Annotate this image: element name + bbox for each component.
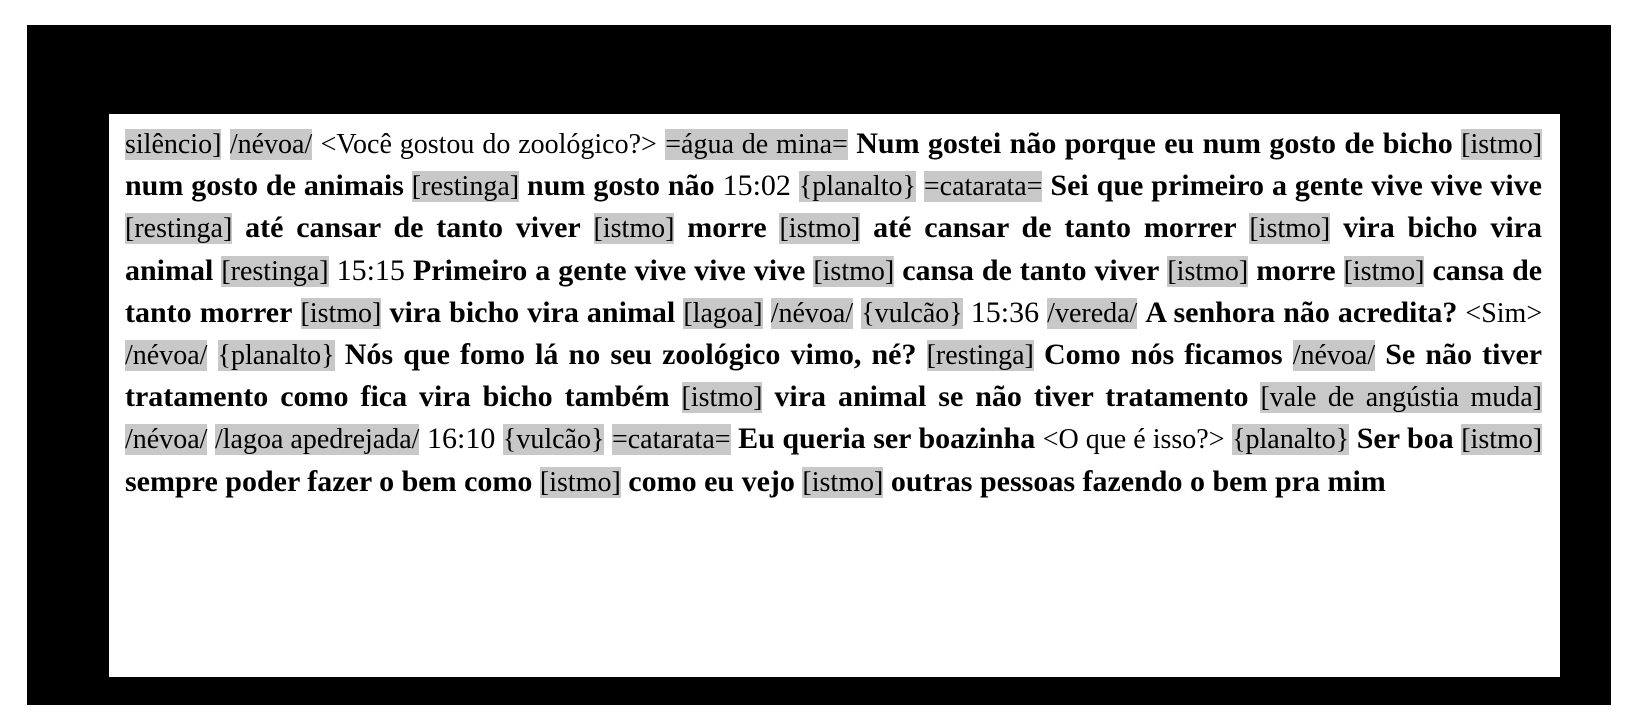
speech-text: Ser boa	[1356, 422, 1454, 456]
speech-text: A senhora não acredita?	[1145, 295, 1458, 329]
speech-text: Sei que primeiro a gente vive vive vive	[1050, 169, 1542, 203]
speech-text: sempre poder fazer o bem como	[125, 464, 533, 498]
speech-text: vira bicho vira animal	[125, 211, 1543, 287]
annotation-marker: {planalto}	[1232, 424, 1350, 456]
speech-text: até cansar de tanto morrer	[873, 211, 1237, 245]
annotation-marker: [istmo]	[802, 466, 884, 498]
annotation-marker: =catarata=	[611, 424, 731, 456]
speech-text: vira animal se não tiver tratamento	[774, 380, 1249, 414]
annotation-marker: {planalto}	[798, 171, 916, 203]
speech-text: Como nós ficamos	[1044, 338, 1283, 372]
speech-text: como eu vejo	[628, 464, 795, 498]
annotation-marker: =água de mina=	[665, 129, 848, 160]
annotation-marker: silêncio]	[125, 129, 222, 160]
interviewer-question: <Você gostou do zoológico?>	[320, 129, 657, 160]
annotation-marker: /lagoa apedrejada/	[214, 424, 420, 456]
speech-text: num gosto não	[527, 169, 715, 203]
annotation-marker: [lagoa]	[683, 297, 763, 329]
interviewer-question: <Sim>	[1465, 297, 1543, 329]
annotation-marker: {vulcão}	[861, 297, 963, 329]
annotation-marker: [istmo]	[1461, 129, 1543, 160]
annotation-marker: /névoa/	[125, 340, 208, 372]
annotation-marker: /névoa/	[1292, 340, 1376, 372]
speech-text: cansa de tanto viver	[902, 253, 1160, 287]
annotation-marker: /névoa/	[229, 129, 313, 160]
speech-text: cansa de tanto morrer	[125, 253, 1543, 329]
annotation-marker: [istmo]	[779, 213, 861, 245]
speech-text: Primeiro a gente vive vive vive	[412, 253, 806, 287]
speech-text: outras pessoas fazendo o bem pra mim	[890, 464, 1386, 498]
annotation-marker: [restinga]	[221, 255, 329, 287]
speech-text: morre	[687, 211, 767, 245]
annotation-marker: [restinga]	[926, 340, 1034, 372]
timestamp: 15:15	[336, 253, 405, 287]
speech-text: até cansar de tanto viver	[245, 211, 581, 245]
annotation-marker: [vale de angústia muda]	[1260, 382, 1543, 414]
transcript-paragraph	[125, 123, 1542, 503]
annotation-marker: [istmo]	[593, 213, 675, 245]
speech-text: Num gostei não porque eu num gosto de bicho	[856, 127, 1453, 160]
annotation-marker: =catarata=	[923, 171, 1043, 203]
speech-text: vira bicho vira animal	[389, 295, 676, 329]
annotation-marker: [istmo]	[1167, 255, 1249, 287]
annotation-marker: [istmo]	[1461, 424, 1543, 456]
annotation-marker: {planalto}	[217, 340, 335, 372]
annotation-marker: /vereda/	[1047, 297, 1138, 329]
timestamp: 16:10	[426, 422, 496, 456]
annotation-marker: [istmo]	[681, 382, 763, 414]
annotation-marker: [istmo]	[1343, 255, 1425, 287]
speech-text: Se não tiver tratamento como fica vira bicho também	[125, 338, 1543, 414]
annotation-marker: {vulcão}	[502, 424, 605, 456]
annotation-marker: [restinga]	[125, 213, 233, 245]
timestamp: 15:36	[970, 295, 1040, 329]
annotation-marker: [istmo]	[300, 297, 382, 329]
speech-text: Eu queria ser boazinha	[738, 422, 1036, 456]
page-frame	[27, 25, 1611, 705]
timestamp: 15:02	[722, 169, 791, 203]
annotation-marker: /névoa/	[770, 297, 854, 329]
speech-text: Nós que fomo lá no seu zoológico vimo, né?	[344, 338, 917, 372]
interviewer-question: <O que é isso?>	[1042, 424, 1225, 456]
annotation-marker: [istmo]	[1249, 213, 1331, 245]
annotation-marker: [istmo]	[539, 466, 621, 498]
annotation-marker: [restinga]	[411, 171, 520, 203]
annotation-marker: [istmo]	[813, 255, 895, 287]
document-page	[109, 114, 1560, 677]
annotation-marker: /névoa/	[125, 424, 208, 456]
speech-text: num gosto de animais	[125, 169, 404, 203]
speech-text: morre	[1256, 253, 1336, 287]
